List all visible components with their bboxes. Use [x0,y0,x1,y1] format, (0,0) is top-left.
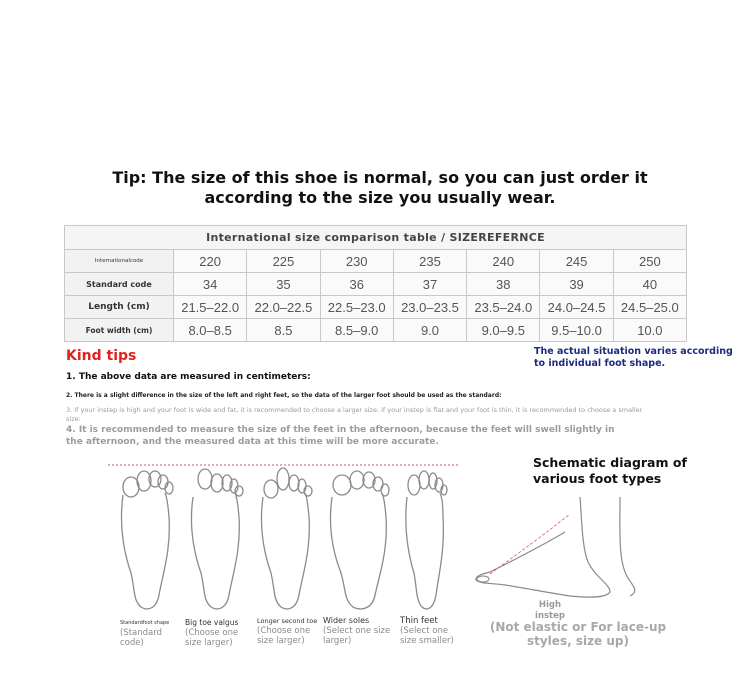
table-cell: 24.0–24.5 [540,296,613,319]
foot-type-advice: (Select one size smaller) [400,626,454,646]
table-cell: 9.5–10.0 [540,319,613,342]
tip-line-2: according to the size you usually wear. [204,188,556,207]
table-cell: 230 [320,250,393,273]
tip-banner [60,168,700,208]
table-cell: 8.5 [247,319,320,342]
table-cell: 240 [467,250,540,273]
table-cell: 37 [393,273,466,296]
foot-caption-big-toe-valgus [185,618,250,648]
table-cell: 36 [320,273,393,296]
instep-line [490,514,570,574]
schematic-title: Schematic diagram of various foot types [533,455,687,486]
foot-type-name: Big toe valgus [185,618,239,627]
table-cell: 40 [613,273,686,296]
table-cell: 23.5–24.0 [467,296,540,319]
table-cell: 35 [247,273,320,296]
foot-caption-wider-soles [323,616,403,646]
table-cell: 24.5–25.0 [613,296,686,319]
foot-caption-thin-feet [400,616,466,646]
note-4: 4. It is recommended to measure the size of the feet in the afternoon, because the feet will swell slightly in the afternoon, and the measured data at this time will be more accurate. [66,425,615,447]
table-cell: 22.0–22.5 [247,296,320,319]
table-cell: 9.0 [393,319,466,342]
table-cell: 235 [393,250,466,273]
table-cell: 38 [467,273,540,296]
foot-type-advice: (Standard code) [120,628,162,648]
row-label: Standard code [65,273,174,296]
foot-type-name: Wider soles [323,616,370,625]
foot-outline-side [476,497,610,597]
foot-type-advice: (Choose one size larger) [257,626,311,646]
wider-soles-foot-icon [330,471,389,609]
longer-second-toe-foot-icon [261,468,312,609]
row-label: Internationalcode [65,250,174,273]
foot-type-advice: (Select one size larger) [323,626,391,646]
table-cell: 34 [174,273,247,296]
foot-caption-standard [120,618,180,648]
table-cell: 225 [247,250,320,273]
table-cell: 8.0–8.5 [174,319,247,342]
table-row [65,250,687,273]
note-1: 1. The above data are measured in centimeters: [66,372,311,382]
row-label: Length (cm) [65,296,174,319]
table-cell: 39 [540,273,613,296]
high-instep-label: High instep [535,600,565,621]
thin-feet-foot-icon [406,471,447,609]
table-cell: 23.0–23.5 [393,296,466,319]
table-cell: 22.5–23.0 [320,296,393,319]
foot-types-illustration [100,455,470,615]
table-row [65,319,687,342]
foot-type-advice: (Choose one size larger) [185,628,239,648]
table-cell: 9.0–9.5 [467,319,540,342]
table-title: International size comparison table / SIZEREFERNCE [65,226,687,250]
foot-caption-longer-second-toe [257,616,322,646]
heel-outline [620,497,635,596]
tip-line-1: Tip: The size of this shoe is normal, so you can just order it [112,168,648,187]
actual-situation-note: The actual situation varies according to individual foot shape. [534,346,733,369]
foot-type-name: Standardfoot shape [120,620,170,626]
big-toe-valgus-foot-icon [191,469,243,609]
table-cell: 21.5–22.0 [174,296,247,319]
table-row [65,296,687,319]
toe-icon [477,576,489,582]
table-cell: 220 [174,250,247,273]
table-cell: 250 [613,250,686,273]
table-cell: 10.0 [613,319,686,342]
note-3: 3. If your instep is high and your foot is wide and fat, it is recommended to choose a larger size: if your instep is flat and your foot is thin, it is recommended to choose a smaller size: [66,406,643,423]
size-comparison-table [64,225,687,342]
foot-type-name: Thin feet [400,616,438,626]
row-label: Foot width (cm) [65,319,174,342]
table-cell: 8.5–9.0 [320,319,393,342]
table-cell: 245 [540,250,613,273]
standard-foot-icon [121,471,173,609]
kind-tips-title: Kind tips [66,348,137,364]
note-2: 2. There is a slight difference in the size of the left and right feet, so the data of the larger foot should be used as the standard: [66,392,502,399]
table-row [65,273,687,296]
side-foot-illustration [470,492,660,602]
foot-type-name: Longer second toe [257,617,318,625]
lace-up-note: (Not elastic or For lace-up styles, size up) [489,620,667,648]
